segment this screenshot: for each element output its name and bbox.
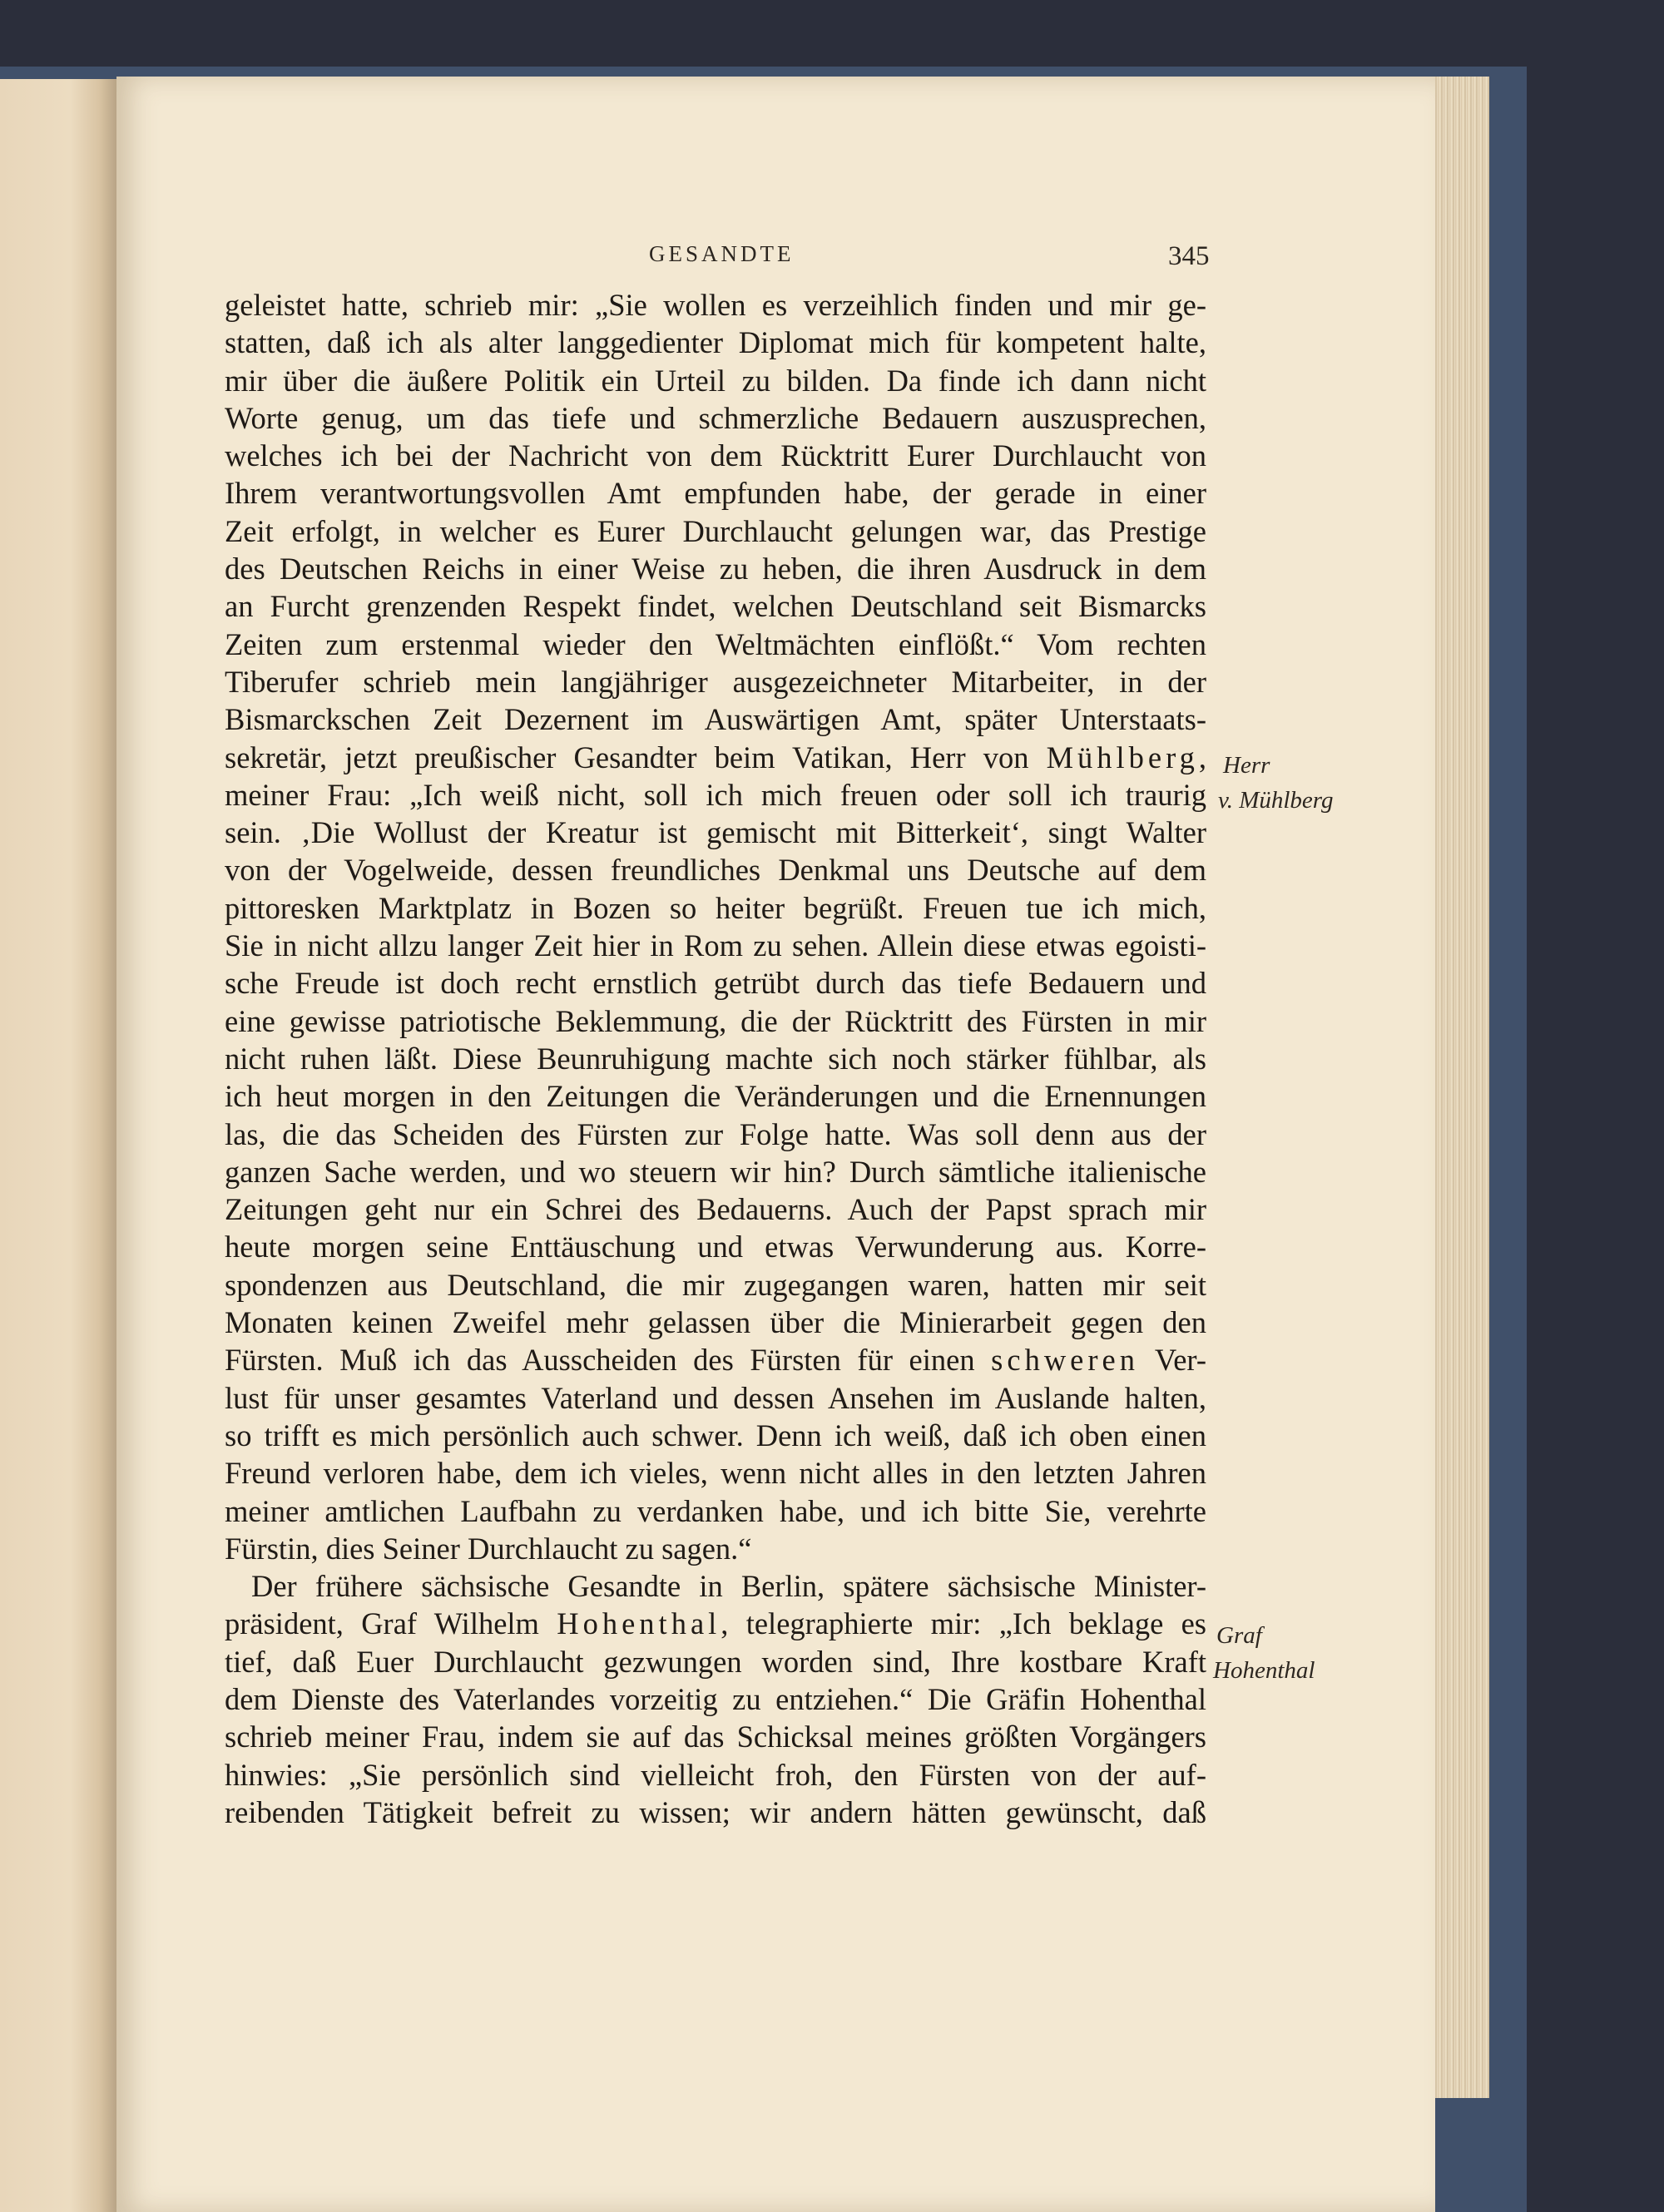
text-line: an Furcht grenzenden Respekt findet, welchen Deutschland seit Bismarcks bbox=[225, 589, 1206, 624]
text-line: meiner Frau: „Ich weiß nicht, soll ich mich freuen oder soll ich traurig bbox=[225, 777, 1206, 812]
text-line-muehlberg bbox=[225, 739, 1206, 776]
text-line: hinwies: „Sie persönlich sind vielleicht froh, den Fürsten von der auf- bbox=[225, 1757, 1206, 1792]
text-line: Tiberufer schrieb mein langjähriger ausgezeichneter Mitarbeiter, in der bbox=[225, 664, 1206, 699]
spaced-name-hohenthal: Hohenthal bbox=[557, 1606, 721, 1641]
text-line: nicht ruhen läßt. Diese Beunruhigung machte sich noch stärker fühlbar, als bbox=[225, 1041, 1206, 1076]
text-line: des Deutschen Reichs in einer Weise zu heben, die ihren Ausdruck in dem bbox=[225, 552, 1206, 586]
margin-note-graf: Graf bbox=[1216, 1622, 1262, 1649]
text-line: mir über die äußere Politik ein Urteil zu bilden. Da finde ich dann nicht bbox=[225, 363, 1206, 398]
text-fragment: Ver- bbox=[1139, 1343, 1206, 1378]
margin-note-muehlberg: v. Mühlberg bbox=[1218, 787, 1334, 814]
text-line: Bismarckschen Zeit Dezernent im Auswärtigen Amt, später Unterstaats- bbox=[225, 702, 1206, 737]
text-fragment: präsident, Graf Wilhelm bbox=[225, 1606, 557, 1641]
text-line: so trifft es mich persönlich auch schwer. Denn ich weiß, daß ich oben einen bbox=[225, 1418, 1206, 1452]
text-line: reibenden Tätigkeit befreit zu wissen; wir andern hätten gewünscht, daß bbox=[225, 1794, 1206, 1829]
text-line: welches ich bei der Nachricht von dem Rücktritt Eurer Durchlaucht von bbox=[225, 438, 1206, 473]
text-line: heute morgen seine Enttäuschung und etwas Verwunderung aus. Korre- bbox=[225, 1230, 1206, 1264]
text-line: Zeit erfolgt, in welcher es Eurer Durchlaucht gelungen war, das Prestige bbox=[225, 513, 1206, 548]
spaced-name-muehlberg: Mühlberg bbox=[1046, 740, 1199, 774]
text-line: Monaten keinen Zweifel mehr gelassen über die Minierarbeit gegen den bbox=[225, 1305, 1206, 1340]
text-line: Worte genug, um das tiefe und schmerzliche Bedauern auszusprechen, bbox=[225, 400, 1206, 435]
text-line: pittoresken Marktplatz in Bozen so heiter begrüßt. Freuen tue ich mich, bbox=[225, 890, 1206, 925]
text-line: Freund verloren habe, dem ich vieles, wenn nicht alles in den letzten Jahren bbox=[225, 1456, 1206, 1491]
text-line: Ihrem verantwortungsvollen Amt empfunden habe, der gerade in einer bbox=[225, 476, 1206, 511]
text-line: lust für unser gesamtes Vaterland und dessen Ansehen im Auslande halten, bbox=[225, 1380, 1206, 1415]
text-line: Zeitungen geht nur ein Schrei des Bedauerns. Auch der Papst sprach mir bbox=[225, 1192, 1206, 1227]
text-line: statten, daß ich als alter langgedienter Diplomat mich für kompetent halte, bbox=[225, 325, 1206, 360]
text-fragment: , telegraphierte mir: „Ich beklage es bbox=[721, 1606, 1207, 1641]
page-number: 345 bbox=[1168, 241, 1210, 271]
text-line: spondenzen aus Deutschland, die mir zugegangen waren, hatten mir seit bbox=[225, 1267, 1206, 1302]
text-fragment: Fürsten. Muß ich das Ausscheiden des Fürsten für einen bbox=[225, 1343, 992, 1378]
text-line: tief, daß Euer Durchlaucht gezwungen worden sind, Ihre kostbare Kraft bbox=[225, 1644, 1206, 1679]
text-line: eine gewisse patriotische Beklemmung, die der Rücktritt des Fürsten in mir bbox=[225, 1003, 1206, 1038]
text-line-paragraph-end: Fürstin, dies Seiner Durchlaucht zu sagen.“ bbox=[225, 1531, 752, 1566]
text-line: geleistet hatte, schrieb mir: „Sie wollen es verzeihlich finden und mir ge- bbox=[225, 288, 1206, 322]
text-line-hohenthal bbox=[225, 1605, 1206, 1642]
left-page-edge bbox=[0, 79, 116, 2212]
text-line: sein. ‚Die Wollust der Kreatur ist gemischt mit Bitterkeit‘, singt Walter bbox=[225, 815, 1206, 850]
body-text bbox=[225, 286, 1206, 1831]
text-line: meiner amtlichen Laufbahn zu verdanken habe, und ich bitte Sie, verehrte bbox=[225, 1493, 1206, 1528]
text-line: sche Freude ist doch recht ernstlich getrübt durch das tiefe Bedauern und bbox=[225, 966, 1206, 1001]
text-line: von der Vogelweide, dessen freundliches Denkmal uns Deutsche auf dem bbox=[225, 853, 1206, 888]
text-line: Zeiten zum erstenmal wieder den Weltmächten einflößt.“ Vom rechten bbox=[225, 626, 1206, 661]
running-head: GESANDTE bbox=[649, 241, 795, 266]
text-fragment: sekretär, jetzt preußischer Gesandter beim Vatikan, Herr von bbox=[225, 740, 1047, 774]
text-line: Sie in nicht allzu langer Zeit hier in Rom zu sehen. Allein diese etwas egoisti- bbox=[225, 928, 1206, 963]
text-line: ich heut morgen in den Zeitungen die Veränderungen und die Ernennungen bbox=[225, 1079, 1206, 1114]
text-line: schrieb meiner Frau, indem sie auf das Schicksal meines größten Vorgängers bbox=[225, 1720, 1206, 1754]
margin-note-hohenthal: Hohenthal bbox=[1213, 1657, 1315, 1684]
text-line: ganzen Sache werden, und wo steuern wir hin? Durch sämtliche italienische bbox=[225, 1154, 1206, 1189]
text-line: dem Dienste des Vaterlandes vorzeitig zu entziehen.“ Die Gräfin Hohenthal bbox=[225, 1681, 1206, 1716]
text-line-paragraph-start: Der frühere sächsische Gesandte in Berlin, spätere sächsische Minister- bbox=[251, 1569, 1206, 1604]
text-fragment: , bbox=[1198, 740, 1206, 774]
spaced-word-schweren: schweren bbox=[991, 1343, 1139, 1378]
text-line: las, die das Scheiden des Fürsten zur Folge hatte. Was soll denn aus der bbox=[225, 1116, 1206, 1151]
text-line-schweren bbox=[225, 1341, 1206, 1378]
margin-note-herr: Herr bbox=[1223, 752, 1270, 779]
